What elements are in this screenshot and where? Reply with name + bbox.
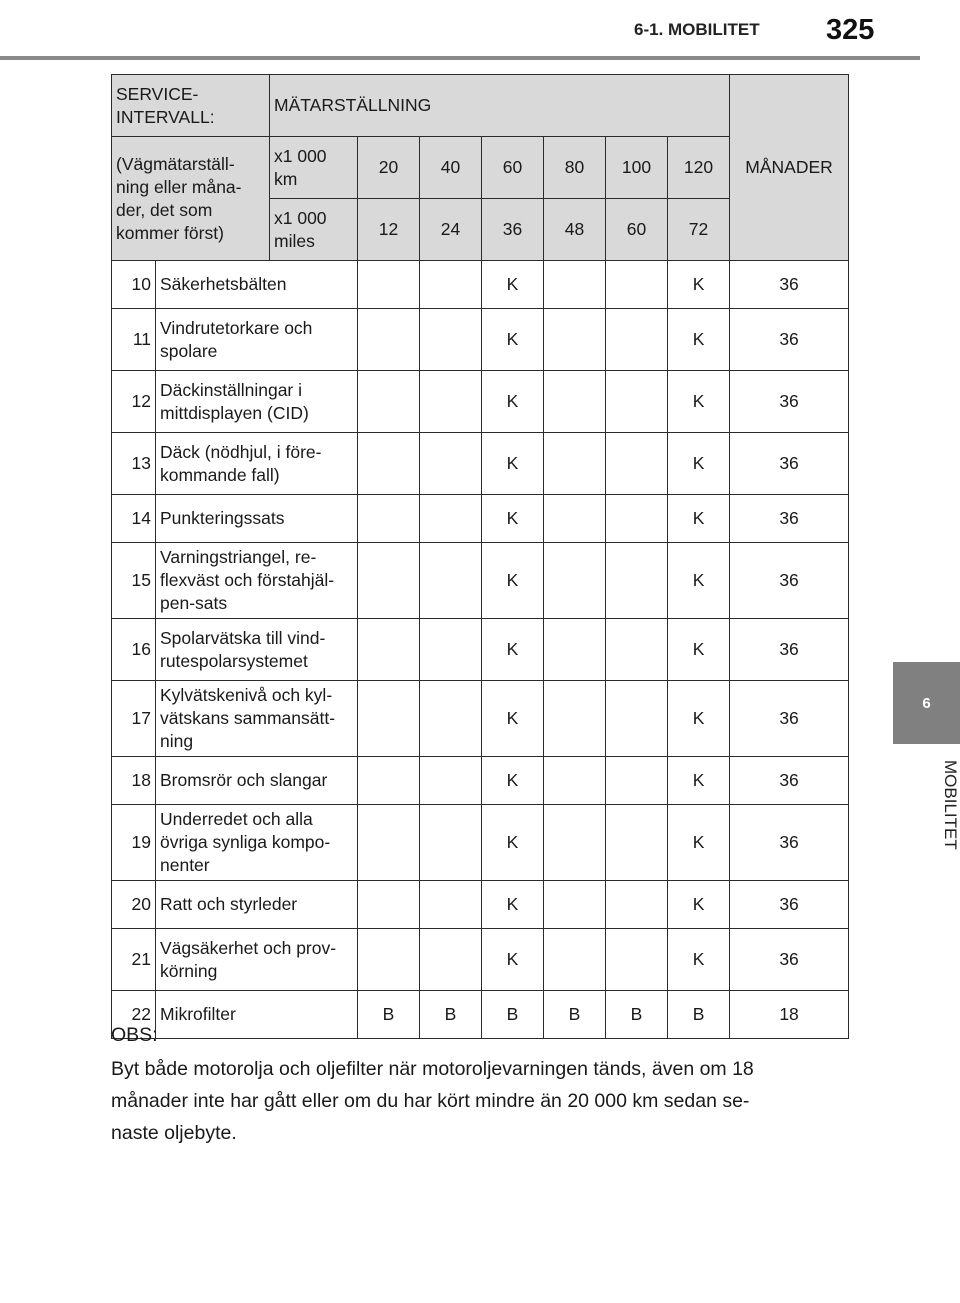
months-value: 36: [730, 261, 849, 309]
item-name: Däck (nödhjul, i före- kommande fall): [156, 433, 358, 495]
item-number: 19: [112, 805, 156, 881]
interval-mark: K: [668, 929, 730, 991]
interval-mark: [420, 619, 482, 681]
table-row: [112, 261, 849, 309]
interval-mark: [420, 495, 482, 543]
months-value: 36: [730, 805, 849, 881]
item-number: 11: [112, 309, 156, 371]
interval-mark: [544, 757, 606, 805]
interval-mark: K: [482, 543, 544, 619]
item-number: 16: [112, 619, 156, 681]
chapter-side-label: MOBILITET: [941, 760, 960, 850]
item-number: 20: [112, 881, 156, 929]
item-name: Bromsrör och slangar: [156, 757, 358, 805]
interval-mark: [420, 433, 482, 495]
miles-value: 60: [606, 199, 668, 261]
table-row: [112, 433, 849, 495]
interval-mark: K: [668, 309, 730, 371]
km-value: 60: [482, 137, 544, 199]
item-number: 10: [112, 261, 156, 309]
months-value: 36: [730, 433, 849, 495]
interval-mark: [358, 619, 420, 681]
interval-mark: [358, 805, 420, 881]
header-row-1: [112, 75, 849, 137]
interval-mark: [606, 433, 668, 495]
table-body: [112, 75, 849, 1039]
interval-mark: [420, 805, 482, 881]
interval-mark: K: [482, 881, 544, 929]
page-number: 325: [826, 14, 875, 46]
months-header: MÅNADER: [730, 75, 849, 261]
interval-mark: K: [668, 805, 730, 881]
miles-value: 48: [544, 199, 606, 261]
meter-reading-header: MÄTARSTÄLLNING: [270, 75, 730, 137]
months-value: 36: [730, 543, 849, 619]
interval-mark: [358, 881, 420, 929]
item-number: 18: [112, 757, 156, 805]
table-row: [112, 309, 849, 371]
months-value: 36: [730, 757, 849, 805]
miles-value: 12: [358, 199, 420, 261]
km-value: 80: [544, 137, 606, 199]
interval-mark: K: [482, 929, 544, 991]
interval-mark: K: [482, 261, 544, 309]
interval-mark: [358, 371, 420, 433]
section-title: 6-1. MOBILITET: [634, 20, 760, 39]
chapter-tab[interactable]: [893, 662, 960, 744]
miles-unit: [270, 199, 358, 261]
interval-mark: [358, 681, 420, 757]
item-name: Spolarvätska till vind- rutespolarsystemet: [156, 619, 358, 681]
interval-mark: [606, 619, 668, 681]
interval-mark: [606, 309, 668, 371]
km-value: 120: [668, 137, 730, 199]
miles-value: 36: [482, 199, 544, 261]
interval-mark: K: [482, 433, 544, 495]
interval-mark: [544, 805, 606, 881]
table-row: [112, 495, 849, 543]
miles-value: 72: [668, 199, 730, 261]
months-value: 36: [730, 929, 849, 991]
table-row: [112, 805, 849, 881]
interval-mark: K: [482, 309, 544, 371]
item-name: Punkteringssats: [156, 495, 358, 543]
table-row: [112, 619, 849, 681]
chapter-tab-number: 6: [922, 694, 931, 712]
item-name: Vägsäkerhet och prov- körning: [156, 929, 358, 991]
interval-mark: B: [420, 991, 482, 1039]
interval-mark: K: [482, 681, 544, 757]
interval-header: [112, 75, 270, 137]
interval-mark: B: [668, 991, 730, 1039]
interval-mark: K: [668, 543, 730, 619]
item-number: 22: [112, 991, 156, 1039]
interval-note-text: (Vägmätarställ- ning eller måna- der, det som kommer först): [116, 153, 242, 243]
months-value: 36: [730, 495, 849, 543]
item-number: 17: [112, 681, 156, 757]
km-unit-text: x1 000 km: [274, 145, 327, 189]
interval-mark: [358, 929, 420, 991]
item-name: Säkerhetsbälten: [156, 261, 358, 309]
table-row: [112, 757, 849, 805]
interval-mark: [544, 261, 606, 309]
months-value: 36: [730, 881, 849, 929]
item-name: Varningstriangel, re- flexväst och förstahjäl- pen-sats: [156, 543, 358, 619]
item-name: Vindrutetorkare och spolare: [156, 309, 358, 371]
table-row: [112, 371, 849, 433]
interval-mark: [358, 757, 420, 805]
table-row: [112, 881, 849, 929]
interval-mark: [606, 261, 668, 309]
interval-mark: [606, 371, 668, 433]
interval-mark: [420, 681, 482, 757]
interval-mark: [420, 309, 482, 371]
interval-header-text: SERVICE- INTERVALL:: [116, 83, 215, 127]
notes-section: [111, 1019, 851, 1149]
months-value: 36: [730, 681, 849, 757]
interval-mark: [544, 619, 606, 681]
interval-mark: K: [482, 619, 544, 681]
km-value: 100: [606, 137, 668, 199]
interval-mark: K: [668, 371, 730, 433]
interval-mark: K: [668, 261, 730, 309]
table-row: [112, 681, 849, 757]
item-name: Underredet och alla övriga synliga kompo- nenter: [156, 805, 358, 881]
interval-mark: [606, 495, 668, 543]
interval-mark: [544, 929, 606, 991]
interval-mark: [358, 309, 420, 371]
service-interval-table: [111, 74, 849, 1039]
months-value: 36: [730, 371, 849, 433]
item-name: Ratt och styrleder: [156, 881, 358, 929]
interval-mark: K: [668, 495, 730, 543]
table-row: [112, 543, 849, 619]
interval-mark: [544, 433, 606, 495]
interval-mark: [606, 543, 668, 619]
interval-mark: [420, 929, 482, 991]
interval-mark: [544, 543, 606, 619]
interval-mark: [606, 805, 668, 881]
interval-mark: K: [668, 881, 730, 929]
interval-mark: [420, 543, 482, 619]
interval-mark: [358, 433, 420, 495]
interval-mark: [606, 757, 668, 805]
interval-mark: [420, 261, 482, 309]
months-value: 18: [730, 991, 849, 1039]
interval-mark: [606, 681, 668, 757]
interval-mark: [544, 309, 606, 371]
interval-mark: K: [482, 495, 544, 543]
item-number: 13: [112, 433, 156, 495]
header-divider: [0, 56, 920, 60]
interval-mark: [544, 371, 606, 433]
interval-mark: [358, 543, 420, 619]
km-value: 40: [420, 137, 482, 199]
interval-mark: [544, 881, 606, 929]
interval-mark: B: [606, 991, 668, 1039]
interval-mark: K: [668, 433, 730, 495]
item-number: 21: [112, 929, 156, 991]
interval-mark: K: [482, 371, 544, 433]
notes-text: Byt både motorolja och oljefilter när motoroljevarningen tänds, även om 18 månader inte har gått eller om du har kört mindre än 20 000 km sedan se- naste oljebyte.: [111, 1058, 754, 1144]
interval-mark: [420, 371, 482, 433]
interval-mark: K: [668, 619, 730, 681]
item-number: 14: [112, 495, 156, 543]
interval-mark: K: [482, 757, 544, 805]
interval-mark: [420, 881, 482, 929]
interval-note: [112, 137, 270, 261]
months-value: 36: [730, 619, 849, 681]
interval-mark: B: [358, 991, 420, 1039]
item-name: Däckinställningar i mittdisplayen (CID): [156, 371, 358, 433]
interval-mark: [544, 495, 606, 543]
interval-mark: [606, 881, 668, 929]
interval-mark: K: [482, 805, 544, 881]
miles-value: 24: [420, 199, 482, 261]
km-value: 20: [358, 137, 420, 199]
interval-mark: B: [544, 991, 606, 1039]
notes-label: OBS:: [111, 1024, 158, 1046]
item-number: 15: [112, 543, 156, 619]
item-name: Kylvätskenivå och kyl- vätskans sammansätt- ning: [156, 681, 358, 757]
interval-mark: [358, 495, 420, 543]
interval-mark: B: [482, 991, 544, 1039]
interval-mark: K: [668, 681, 730, 757]
table-row: [112, 929, 849, 991]
interval-mark: [544, 681, 606, 757]
months-value: 36: [730, 309, 849, 371]
interval-mark: [420, 757, 482, 805]
interval-mark: [606, 929, 668, 991]
item-number: 12: [112, 371, 156, 433]
miles-unit-text: x1 000 miles: [274, 207, 327, 251]
interval-mark: [358, 261, 420, 309]
interval-mark: K: [668, 757, 730, 805]
item-name: Mikrofilter: [156, 991, 358, 1039]
km-unit: [270, 137, 358, 199]
